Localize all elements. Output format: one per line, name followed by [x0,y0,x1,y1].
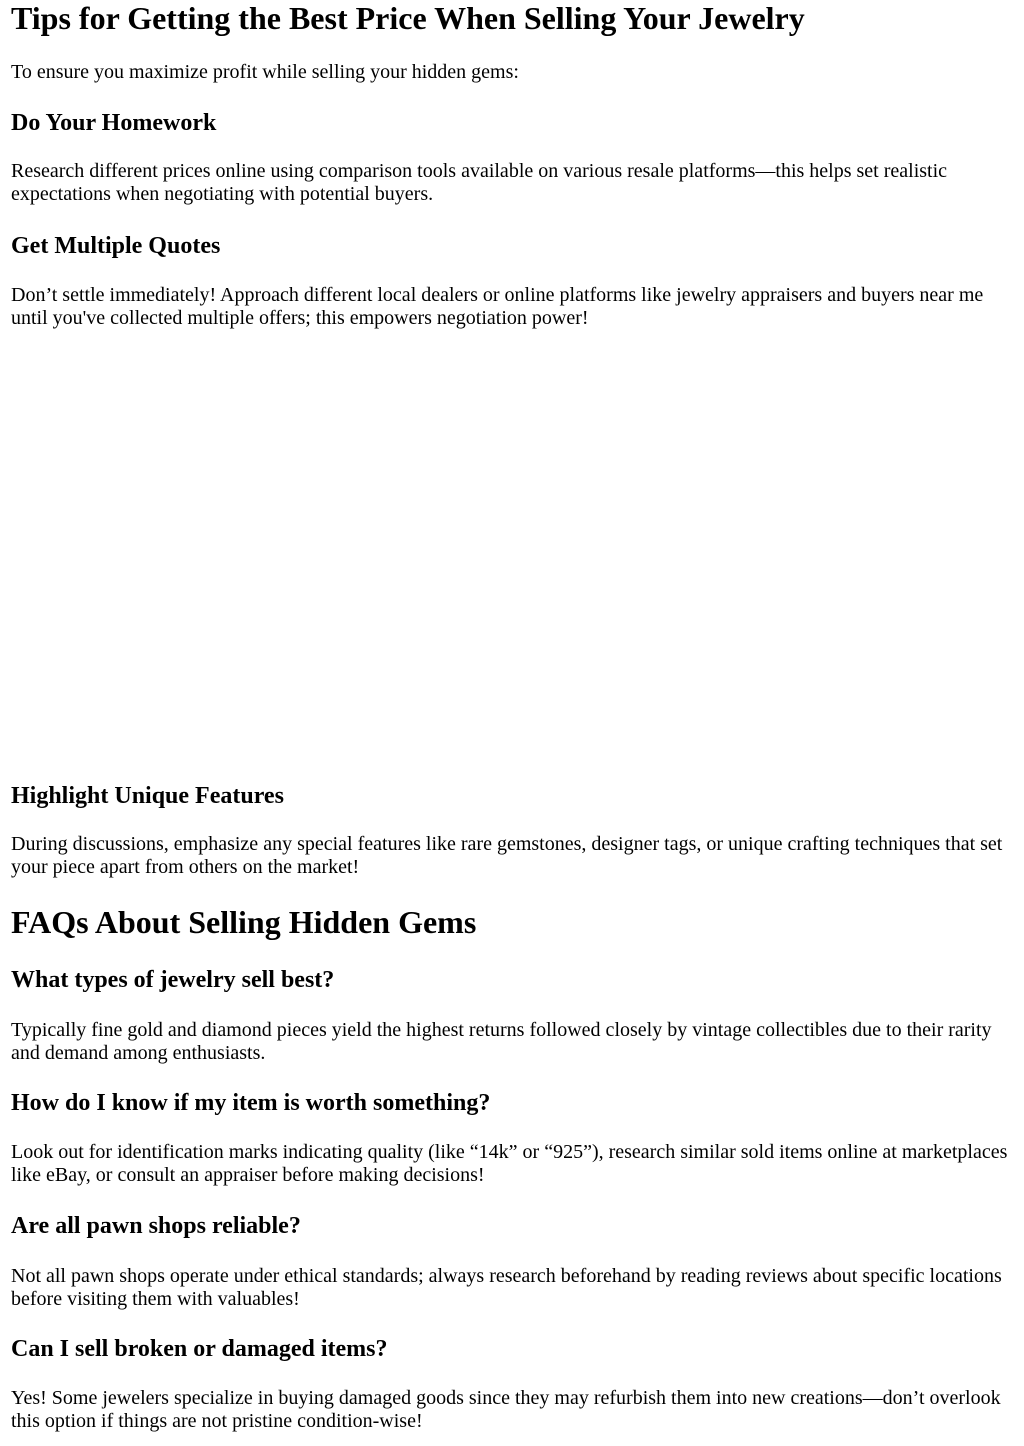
ad-placeholder [11,340,1017,770]
faq-answer-worth: Look out for identification marks indicating quality (like “14k” or “925”), research similar sold items online at marketplaces like eBay, or consult an appraiser before making decisions! [11,1141,1008,1186]
faq-answer-pawn: Not all pawn shops operate under ethical standards; always research beforehand by reading reviews about specific locations before visiting them with valuables! [11,1265,1002,1310]
faq-question-types: What types of jewelry sell best? [11,967,335,993]
faq-question-pawn: Are all pawn shops reliable? [11,1213,301,1239]
section-heading-quotes: Get Multiple Quotes [11,233,221,259]
tips-title: Tips for Getting the Best Price When Selling Your Jewelry [11,0,805,36]
section-heading-features: Highlight Unique Features [11,783,284,809]
faq-question-broken: Can I sell broken or damaged items? [11,1336,388,1362]
section-body-quotes: Don’t settle immediately! Approach different local dealers or online platforms like jewelry appraisers and buyers near me until you've collected multiple offers; this empowers negotiation power! [11,284,984,329]
faq-answer-types: Typically fine gold and diamond pieces yield the highest returns followed closely by vintage collectibles due to their rarity and demand among enthusiasts. [11,1019,992,1064]
section-heading-homework: Do Your Homework [11,110,217,136]
section-body-features: During discussions, emphasize any special features like rare gemstones, designer tags, or unique crafting techniques that set your piece apart from others on the market! [11,833,1003,878]
faqs-title: FAQs About Selling Hidden Gems [11,904,477,940]
faq-answer-broken: Yes! Some jewelers specialize in buying damaged goods since they may refurbish them into new creations—don’t overlook this option if things are not pristine condition-wise! [11,1387,1001,1432]
tips-intro: To ensure you maximize profit while selling your hidden gems: [11,61,519,83]
section-body-homework: Research different prices online using comparison tools available on various resale platforms—this helps set realistic expectations when negotiating with potential buyers. [11,160,948,205]
faq-question-worth: How do I know if my item is worth something? [11,1090,491,1116]
